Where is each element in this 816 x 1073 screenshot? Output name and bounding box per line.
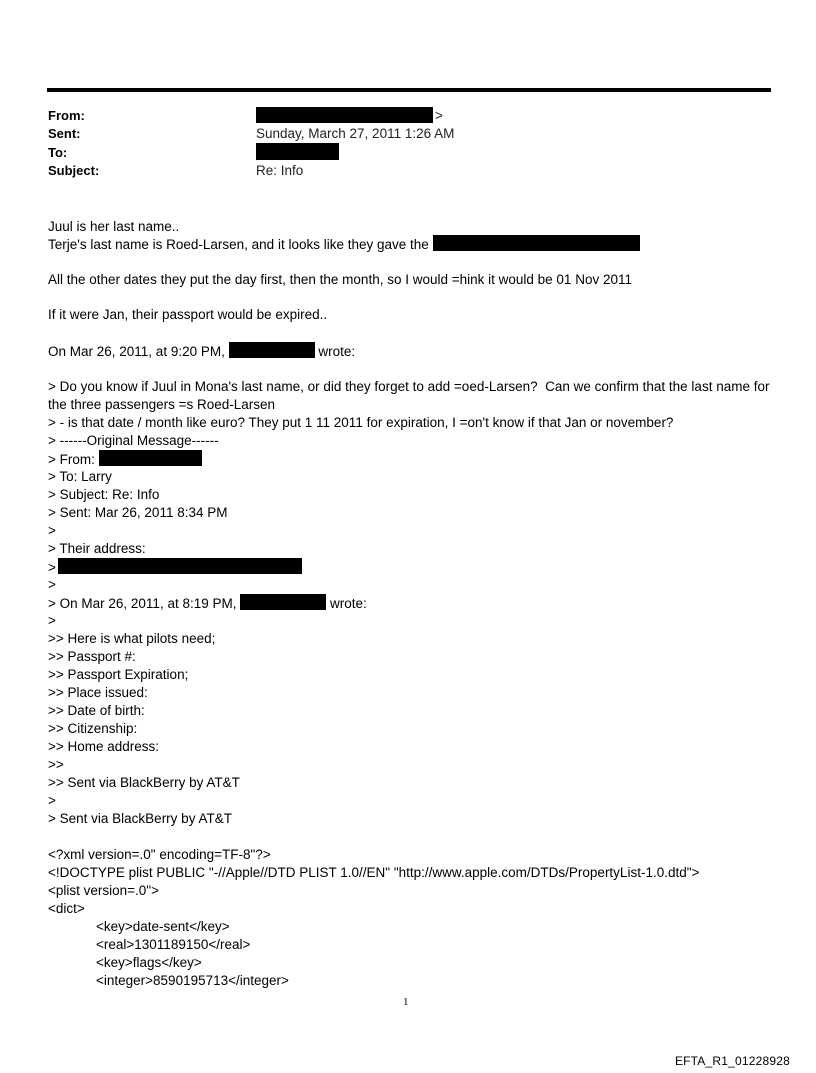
xml-line: <real>1301189150</real> — [96, 937, 251, 952]
document-id: EFTA_R1_01228928 — [674, 1054, 790, 1068]
from-label: From: — [48, 108, 85, 123]
quoted-line: > Sent via BlackBerry by AT&T — [48, 811, 232, 826]
xml-line: <dict> — [48, 901, 85, 916]
quoted-line: > To: Larry — [48, 469, 112, 484]
quoted-line: >> Citizenship: — [48, 721, 138, 736]
quoted-line: > Their address: — [48, 541, 146, 556]
redaction-block — [229, 342, 315, 358]
subject-value: Re: Info — [256, 163, 304, 178]
redaction-block — [99, 450, 202, 466]
redaction-block — [240, 594, 326, 610]
quoted-line: > — [48, 793, 56, 808]
from-suffix: > — [435, 108, 443, 123]
quoted-line: >> Home address: — [48, 739, 160, 754]
sent-label: Sent: — [48, 126, 81, 141]
quoted-line: >> Here is what pilots need; — [48, 631, 216, 646]
quoted-line: > — [48, 523, 56, 538]
page-number: 1 — [403, 996, 409, 1008]
redaction-block — [58, 558, 302, 574]
header-rule — [47, 88, 771, 92]
to-redaction — [256, 143, 339, 160]
from-redaction — [256, 107, 433, 123]
quoted-line: the three passengers =s Roed-Larsen — [48, 397, 276, 412]
xml-line: <!DOCTYPE plist PUBLIC "-//Apple//DTD PLIST 1.0//EN" "http://www.apple.com/DTDs/PropertyList-1.0.dtd"> — [48, 865, 700, 880]
quoted-line: >> Place issued: — [48, 685, 148, 700]
quoted-line: > Subject: Re: Info — [48, 487, 160, 502]
quoted-line: > - is that date / month like euro? They put 1 11 2011 for expiration, I =on't know if that Jan or november? — [48, 415, 674, 430]
subject-label: Subject: — [48, 163, 100, 178]
quoted-line: > ------Original Message------ — [48, 433, 219, 448]
quoted-line: > From: — [48, 450, 202, 468]
xml-line: <key>flags</key> — [96, 955, 202, 970]
xml-line: <integer>8590195713</integer> — [96, 973, 289, 988]
body-line: On Mar 26, 2011, at 9:20 PM, wrote: — [48, 344, 356, 359]
quoted-line: >> Date of birth: — [48, 703, 145, 718]
sent-value: Sunday, March 27, 2011 1:26 AM — [256, 126, 455, 141]
quoted-line: >> Passport #: — [48, 649, 136, 664]
xml-line: <plist version=.0"> — [48, 883, 159, 898]
body-line: Terje's last name is Roed-Larsen, and it looks like they gave the — [48, 235, 640, 253]
to-label: To: — [48, 145, 68, 160]
xml-line: <key>date-sent</key> — [96, 919, 230, 934]
body-line: If it were Jan, their passport would be expired.. — [48, 307, 328, 322]
redaction-block — [433, 235, 640, 251]
xml-line: <?xml version=.0" encoding=TF-8"?> — [48, 847, 271, 862]
body-line: Juul is her last name.. — [48, 219, 180, 234]
quoted-line: > — [48, 613, 56, 628]
quoted-line: >> — [48, 757, 64, 772]
quoted-line: >> Passport Expiration; — [48, 667, 189, 682]
quoted-line: > Sent: Mar 26, 2011 8:34 PM — [48, 505, 228, 520]
quoted-line: > On Mar 26, 2011, at 8:19 PM, wrote: — [48, 596, 367, 611]
body-line: All the other dates they put the day first, then the month, so I would =hink it would be 01 Nov 2011 — [48, 272, 632, 287]
quoted-line: > — [48, 558, 302, 576]
quoted-line: >> Sent via BlackBerry by AT&T — [48, 775, 240, 790]
quoted-line: > — [48, 577, 56, 592]
quoted-line: > Do you know if Juul in Mona's last name, or did they forget to add =oed-Larsen? Can we confirm that the last name for — [48, 379, 770, 394]
